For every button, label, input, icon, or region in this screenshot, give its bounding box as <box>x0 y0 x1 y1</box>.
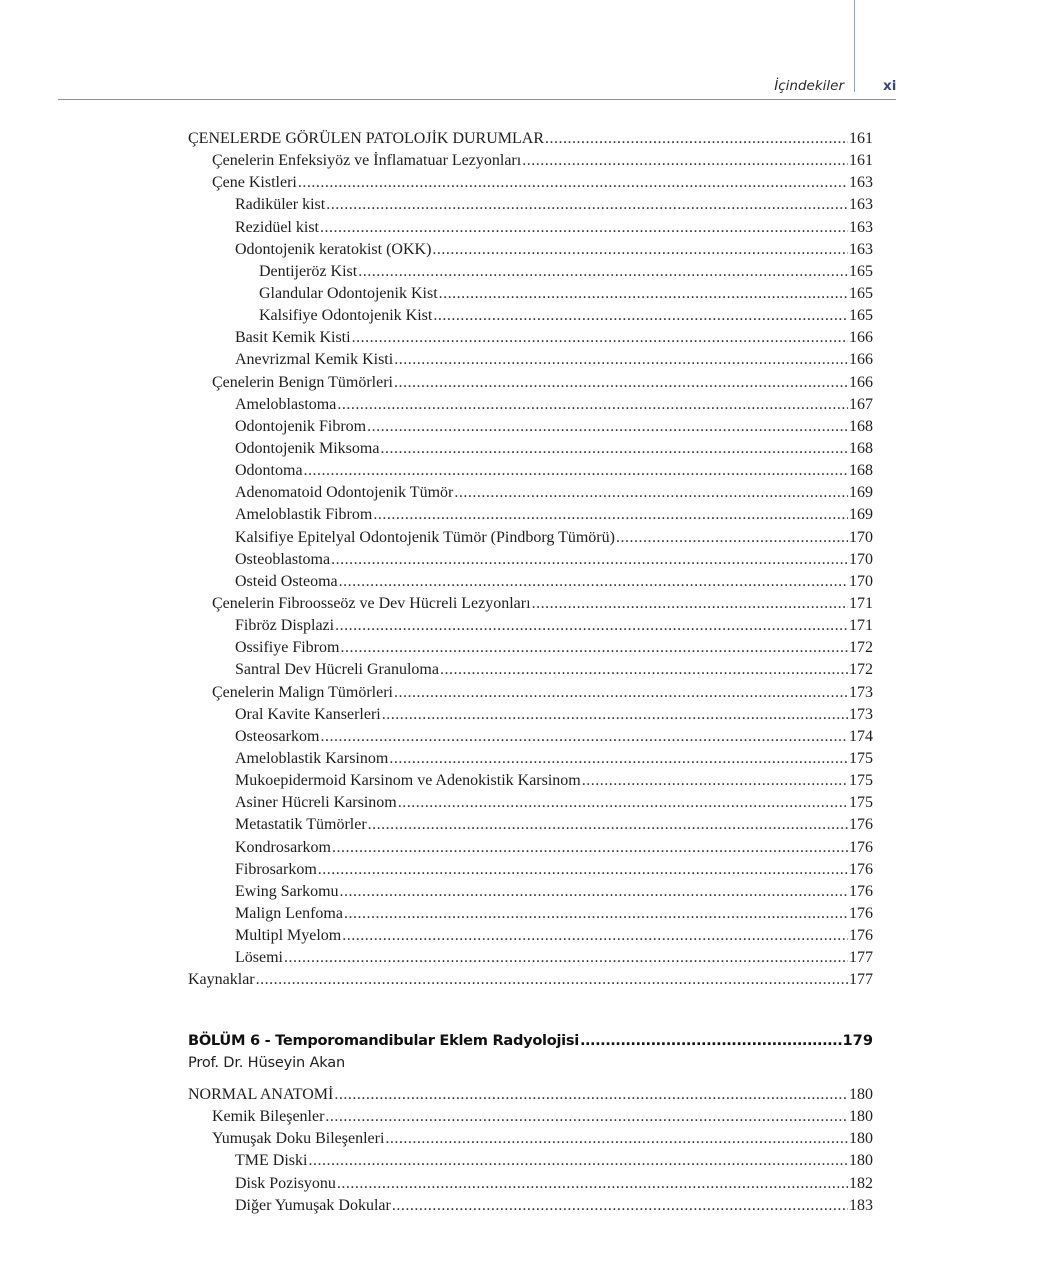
dot-leader <box>334 1084 848 1106</box>
toc-entry-page: 169 <box>849 506 873 524</box>
toc-entry-title: Odontojenik Fibrom <box>235 417 367 435</box>
toc-entry-title: Kalsifiye Epitelyal Odontojenik Tümör (Pindborg Tümörü) <box>235 528 615 546</box>
toc-entry-title: NORMAL ANATOMİ <box>188 1086 334 1103</box>
dot-leader <box>398 792 848 814</box>
toc-entry-page: 177 <box>849 949 873 967</box>
header-vertical-rule <box>854 0 855 92</box>
dot-leader <box>331 549 848 571</box>
toc-entry-page: 175 <box>849 794 873 812</box>
dot-leader <box>256 969 848 991</box>
toc-entry-page: 166 <box>849 329 873 347</box>
dot-leader <box>339 571 848 593</box>
toc-entry-title: Malign Lenfoma <box>235 904 343 922</box>
toc-entry[interactable] <box>188 704 873 726</box>
toc-entry[interactable] <box>188 172 873 194</box>
dot-leader <box>298 172 848 194</box>
dot-leader <box>394 372 848 394</box>
dot-leader <box>342 925 848 947</box>
toc-entry[interactable] <box>188 748 873 770</box>
dot-leader <box>616 527 848 549</box>
toc-entry-page: 169 <box>849 484 873 502</box>
toc-entry[interactable] <box>188 593 873 615</box>
toc-entry-title: Odontoma <box>235 462 303 480</box>
dot-leader <box>582 770 848 792</box>
toc-entry[interactable] <box>188 394 873 416</box>
dot-leader <box>304 460 848 482</box>
toc-entry-page: 163 <box>849 218 873 236</box>
toc-entry-page: 176 <box>849 904 873 922</box>
dot-leader <box>389 748 848 770</box>
dot-leader <box>385 1128 848 1150</box>
chapter-title-entry[interactable] <box>188 1030 873 1052</box>
toc-entry-title: Odontojenik Miksoma <box>235 439 380 457</box>
toc-entry-page: 173 <box>849 683 873 701</box>
toc-entry-title: Rezidüel kist <box>235 218 319 236</box>
toc-entry-title: Çenelerin Benign Tümörleri <box>212 373 393 391</box>
toc-entry-title: Anevrizmal Kemik Kisti <box>235 351 394 369</box>
toc-entry[interactable] <box>188 416 873 438</box>
dot-leader <box>532 593 848 615</box>
toc-entry[interactable] <box>188 726 873 748</box>
toc-entry[interactable] <box>188 327 873 349</box>
dot-leader <box>340 881 848 903</box>
dot-leader <box>358 261 848 283</box>
toc-entry-page: 177 <box>849 971 873 989</box>
dot-leader <box>392 1195 848 1217</box>
toc-entry-page: 172 <box>849 639 873 657</box>
running-title: İçindekiler <box>774 78 844 94</box>
dot-leader <box>580 1030 842 1052</box>
dot-leader <box>308 1150 848 1172</box>
toc-entry-title: Glandular Odontojenik Kist <box>259 284 438 302</box>
toc-entry-title: Yumuşak Doku Bileşenleri <box>212 1130 385 1148</box>
dot-leader <box>454 482 848 504</box>
toc-list-top <box>188 128 873 991</box>
toc-entry-title: Disk Pozisyonu <box>235 1174 336 1192</box>
page-number: xi <box>883 78 897 94</box>
toc-entry-title: Lösemi <box>235 949 283 967</box>
dot-leader <box>340 637 848 659</box>
toc-entry-title: Ewing Sarkomu <box>235 882 339 900</box>
dot-leader <box>326 194 848 216</box>
toc-entry-page: 168 <box>849 439 873 457</box>
toc-entry-title: Çenelerin Fibroosseöz ve Dev Hücreli Lezyonları <box>212 594 531 612</box>
toc-entry-page: 176 <box>849 882 873 900</box>
dot-leader <box>337 1173 848 1195</box>
toc-entry[interactable] <box>188 837 873 859</box>
toc-list-bottom <box>188 1084 873 1217</box>
toc-entry[interactable] <box>188 571 873 593</box>
dot-leader <box>320 217 848 239</box>
toc-entry-page: 163 <box>849 196 873 214</box>
dot-leader <box>545 128 848 150</box>
dot-leader <box>380 438 848 460</box>
toc-entry-page: 180 <box>849 1152 873 1170</box>
toc-entry[interactable] <box>188 217 873 239</box>
toc-entry-title: Çene Kistleri <box>212 174 297 192</box>
toc-entry-page: 165 <box>849 262 873 280</box>
toc-entry-title: Mukoepidermoid Karsinom ve Adenokistik Karsinom <box>235 772 581 790</box>
toc-entry-title: Ameloblastik Karsinom <box>235 749 389 767</box>
toc-entry[interactable] <box>188 881 873 903</box>
toc-entry[interactable] <box>188 682 873 704</box>
toc-entry-title: Asiner Hücreli Karsinom <box>235 794 397 812</box>
toc-entry-page: 171 <box>849 617 873 635</box>
toc-entry[interactable] <box>188 770 873 792</box>
toc-entry[interactable] <box>188 1106 873 1128</box>
chapter-heading <box>188 1030 873 1074</box>
toc-entry-title: Fibrosarkom <box>235 860 317 878</box>
toc-entry[interactable] <box>188 947 873 969</box>
chapter-title: BÖLÜM 6 - Temporomandibular Eklem Radyolojisi <box>188 1032 579 1049</box>
toc-entry[interactable] <box>188 460 873 482</box>
toc-entry-page: 172 <box>849 661 873 679</box>
toc-entry-page: 180 <box>849 1108 873 1126</box>
toc-entry[interactable] <box>188 194 873 216</box>
toc-entry-title: Diğer Yumuşak Dokular <box>235 1196 391 1214</box>
toc-entry-title: Ossifiye Fibrom <box>235 639 340 657</box>
toc-entry[interactable] <box>188 925 873 947</box>
toc-entry[interactable] <box>188 615 873 637</box>
toc-entry-page: 161 <box>849 152 873 170</box>
toc-entry-page: 168 <box>849 462 873 480</box>
toc-entry[interactable] <box>188 150 873 172</box>
toc-entry-page: 163 <box>849 240 873 258</box>
toc-entry-title: Multipl Myelom <box>235 927 342 945</box>
toc-entry-page: 176 <box>849 860 873 878</box>
toc-entry[interactable] <box>188 349 873 371</box>
dot-leader <box>337 394 848 416</box>
dot-leader <box>344 903 848 925</box>
toc-entry-page: 166 <box>849 373 873 391</box>
toc-entry-page: 175 <box>849 749 873 767</box>
toc-entry-title: Basit Kemik Kisti <box>235 329 351 347</box>
dot-leader <box>440 659 848 681</box>
toc-entry[interactable] <box>188 504 873 526</box>
toc-entry-title: Oral Kavite Kanserleri <box>235 705 381 723</box>
dot-leader <box>394 349 848 371</box>
dot-leader <box>284 947 848 969</box>
toc-entry-page: 182 <box>849 1174 873 1192</box>
toc-entry[interactable] <box>188 372 873 394</box>
toc-entry-page: 165 <box>849 284 873 302</box>
toc-entry-title: Kemik Bileşenler <box>212 1108 325 1126</box>
toc-entry[interactable] <box>188 1150 873 1172</box>
toc-entry-title: Metastatik Tümörler <box>235 816 367 834</box>
toc-entry-title: Ameloblastik Fibrom <box>235 506 373 524</box>
toc-entry[interactable] <box>188 549 873 571</box>
toc-entry[interactable] <box>188 305 873 327</box>
toc-entry[interactable] <box>188 903 873 925</box>
toc-entry-title: Dentijeröz Kist <box>259 262 358 280</box>
toc-entry-title: Odontojenik keratokist (OKK) <box>235 240 432 258</box>
dot-leader <box>433 305 848 327</box>
toc-entry-page: 170 <box>849 550 873 568</box>
chapter-author: Prof. Dr. Hüseyin Akan <box>188 1054 346 1071</box>
toc-entry-title: Çenelerin Malign Tümörleri <box>212 683 393 701</box>
toc-entry-page: 180 <box>849 1086 873 1103</box>
dot-leader <box>373 504 848 526</box>
toc-entry-page: 170 <box>849 528 873 546</box>
dot-leader <box>432 239 848 261</box>
toc-entry-title: Radiküler kist <box>235 196 326 214</box>
toc-entry[interactable] <box>188 814 873 836</box>
toc-entry-title: Çenelerin Enfeksiyöz ve İnflamatuar Lezyonları <box>212 152 522 170</box>
toc-entry[interactable] <box>188 969 873 991</box>
toc-entry-page: 168 <box>849 417 873 435</box>
toc-entry-page: 171 <box>849 594 873 612</box>
toc-entry[interactable] <box>188 527 873 549</box>
toc-entry-page: 175 <box>849 772 873 790</box>
toc-entry-page: 183 <box>849 1196 873 1214</box>
toc-entry[interactable] <box>188 859 873 881</box>
dot-leader <box>394 682 848 704</box>
toc-entry-title: Kalsifiye Odontojenik Kist <box>259 307 433 325</box>
toc-entry[interactable] <box>188 438 873 460</box>
toc-entry-title: Ameloblastoma <box>235 395 337 413</box>
dot-leader <box>352 327 848 349</box>
toc-entry-title: Adenomatoid Odontojenik Tümör <box>235 484 454 502</box>
toc-entry-page: 176 <box>849 838 873 856</box>
toc-entry-title: Santral Dev Hücreli Granuloma <box>235 661 439 679</box>
dot-leader <box>320 726 848 748</box>
toc-entry[interactable] <box>188 1195 873 1217</box>
toc-entry[interactable] <box>188 1084 873 1106</box>
toc-entry-page: 176 <box>849 927 873 945</box>
dot-leader <box>332 837 848 859</box>
dot-leader <box>368 814 848 836</box>
toc-entry-title: Osteoblastoma <box>235 550 331 568</box>
toc-entry-page: 163 <box>849 174 873 192</box>
toc-entry-title: Osteosarkom <box>235 727 320 745</box>
dot-leader <box>382 704 848 726</box>
toc-entry-page: 180 <box>849 1130 873 1148</box>
toc-entry[interactable] <box>188 659 873 681</box>
dot-leader <box>367 416 848 438</box>
toc-entry[interactable] <box>188 482 873 504</box>
toc-entry-title: Kondrosarkom <box>235 838 331 856</box>
toc-entry-title: TME Diski <box>235 1152 308 1170</box>
toc-entry-page: 173 <box>849 705 873 723</box>
toc-entry[interactable] <box>188 792 873 814</box>
toc-entry-title: Osteid Osteoma <box>235 572 338 590</box>
toc-entry-page: 165 <box>849 307 873 325</box>
dot-leader <box>439 283 848 305</box>
chapter-page: 179 <box>842 1032 873 1049</box>
toc-entry-page: 161 <box>849 130 873 147</box>
toc-entry-page: 176 <box>849 816 873 834</box>
toc-entry[interactable] <box>188 1128 873 1150</box>
toc-entry-page: 170 <box>849 572 873 590</box>
toc-entry[interactable] <box>188 239 873 261</box>
toc-entry-page: 174 <box>849 727 873 745</box>
toc-entry-title: ÇENELERDE GÖRÜLEN PATOLOJİK DURUMLAR <box>188 130 545 147</box>
dot-leader <box>318 859 848 881</box>
toc-entry[interactable] <box>188 128 873 150</box>
toc-entry[interactable] <box>188 1173 873 1195</box>
dot-leader <box>522 150 848 172</box>
header-horizontal-rule <box>58 99 896 100</box>
toc-entry-page: 166 <box>849 351 873 369</box>
dot-leader <box>325 1106 848 1128</box>
dot-leader <box>335 615 848 637</box>
toc-entry[interactable] <box>188 283 873 305</box>
toc-entry[interactable] <box>188 637 873 659</box>
toc-entry-title: Fibröz Displazi <box>235 617 335 635</box>
toc-entry-page: 167 <box>849 395 873 413</box>
toc-entry-title: Kaynaklar <box>188 971 255 989</box>
toc-entry[interactable] <box>188 261 873 283</box>
